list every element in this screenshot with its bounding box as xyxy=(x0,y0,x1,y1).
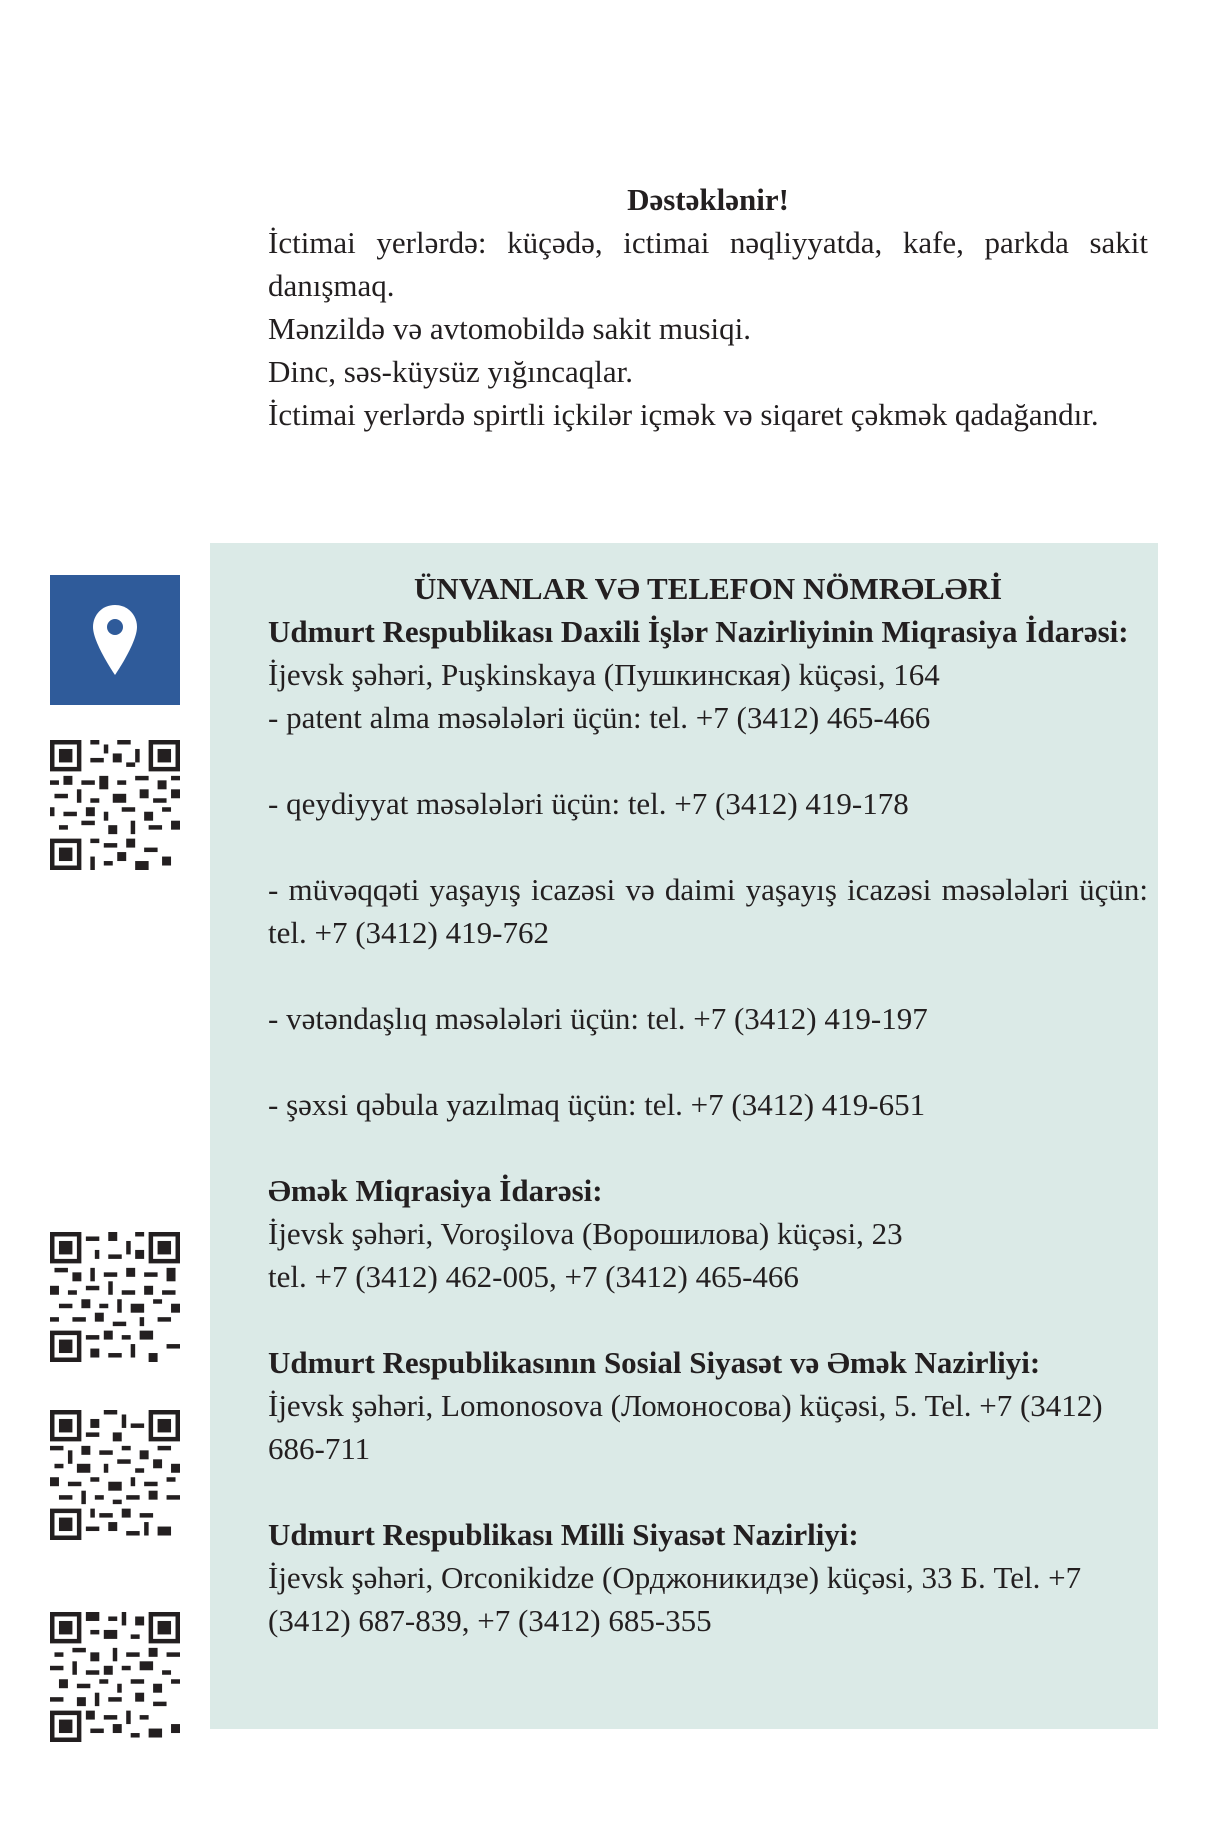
addresses-title: ÜNVANLAR VƏ TELEFON NÖMRƏLƏRİ xyxy=(413,571,1003,606)
labor-office-phone: tel. +7 (3412) 462-005, +7 (3412) 465-466 xyxy=(268,1259,799,1294)
addresses-content xyxy=(268,567,1148,1642)
migration-patent-phone: - patent alma məsələləri üçün: tel. +7 (3412) 465-466 xyxy=(268,700,931,735)
migration-residence-phone: - müvəqqəti yaşayış icazəsi və daimi yaşayış icazəsi məsələləri üçün: tel. +7 (3412) 419-762 xyxy=(268,872,1148,950)
labor-office-address: İjevsk şəhəri, Voroşilova (Ворошилова) küçəsi, 23 xyxy=(268,1216,903,1251)
supported-item: İctimai yerlərdə: küçədə, ictimai nəqliyyatda, kafe, parkda sakit danışmaq. xyxy=(268,225,1148,303)
labor-office-name: Əmək Miqrasiya İdarəsi: xyxy=(268,1173,603,1208)
qr-code-icon xyxy=(50,1232,180,1362)
qr-code-icon xyxy=(50,1612,180,1742)
supported-item: İctimai yerlərdə spirtli içkilər içmək və siqaret çəkmək qadağandır. xyxy=(268,397,1099,432)
qr-code-icon xyxy=(50,740,180,870)
migration-reception-phone: - şəxsi qəbula yazılmaq üçün: tel. +7 (3412) 419-651 xyxy=(268,1087,926,1122)
qr-code-icon xyxy=(50,1410,180,1540)
migration-office-name: Udmurt Respublikası Daxili İşlər Nazirliyinin Miqrasiya İdarəsi: xyxy=(268,614,1129,649)
migration-office-address: İjevsk şəhəri, Puşkinskaya (Пушкинская) küçəsi, 164 xyxy=(268,657,940,692)
social-ministry-name: Udmurt Respublikasının Sosial Siyasət və Əmək Nazirliyi: xyxy=(268,1345,1041,1380)
addresses-panel xyxy=(210,543,1158,1729)
national-ministry-address: İjevsk şəhəri, Orconikidze (Орджоникидзе) küçəsi, 33 Б. Tel. +7 (3412) 687-839, +7 (3412) 685-355 xyxy=(268,1560,1082,1638)
national-ministry-name: Udmurt Respublikası Milli Siyasət Nazirliyi: xyxy=(268,1517,859,1552)
supported-section xyxy=(268,178,1148,436)
supported-item: Mənzildə və avtomobildə sakit musiqi. xyxy=(268,311,751,346)
social-ministry-address: İjevsk şəhəri, Lomonosova (Ломоносова) küçəsi, 5. Tel. +7 (3412) 686-711 xyxy=(268,1388,1103,1466)
map-pin-icon xyxy=(50,575,180,705)
supported-item: Dinc, səs-küysüz yığıncaqlar. xyxy=(268,354,634,389)
migration-registration-phone: - qeydiyyat məsələləri üçün: tel. +7 (3412) 419-178 xyxy=(268,786,909,821)
supported-title: Dəstəklənir! xyxy=(627,182,789,217)
migration-citizenship-phone: - vətəndaşlıq məsələləri üçün: tel. +7 (3412) 419-197 xyxy=(268,1001,928,1036)
